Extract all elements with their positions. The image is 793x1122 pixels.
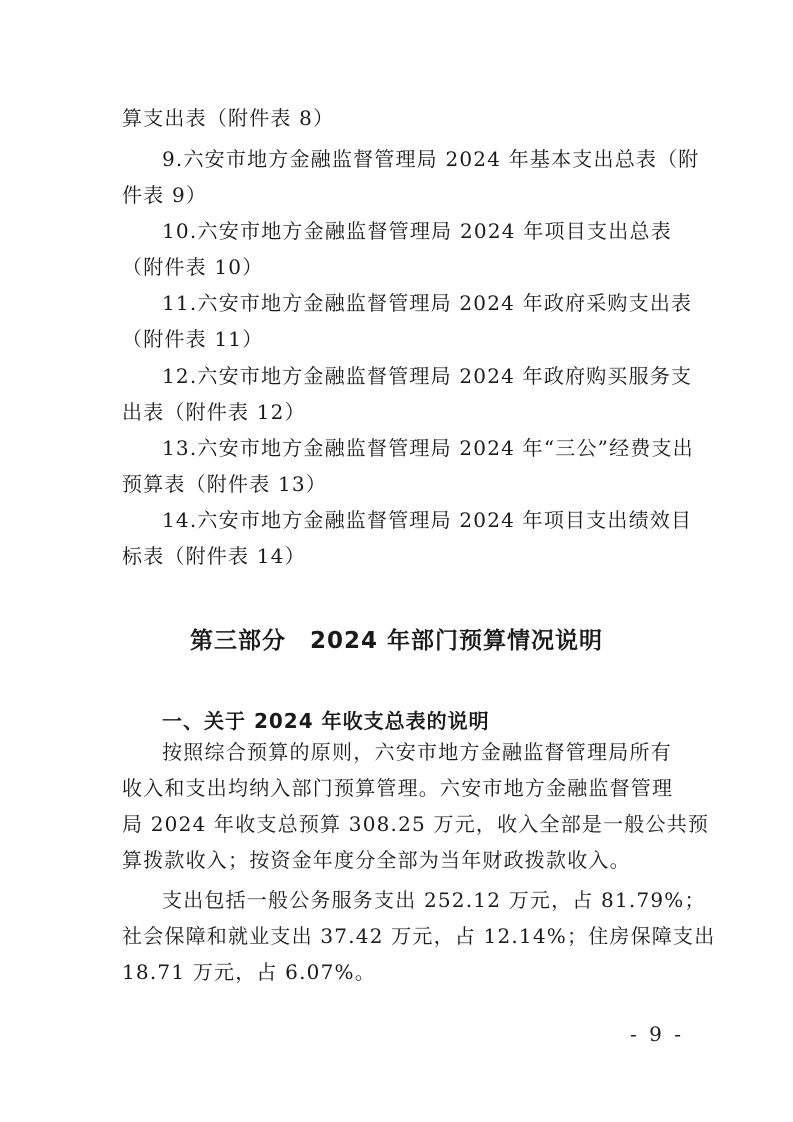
paragraph2-line1: 支出包括一般公务服务支出 252.12 万元，占 81.79%； [162,888,706,912]
list-item-9-line1: 9.六安市地方金融监督管理局 2024 年基本支出总表（附 [162,147,700,171]
list-item-12-line1: 12.六安市地方金融监督管理局 2024 年政府购买服务支 [162,364,693,388]
list-item-14-line2: 标表（附件表 14） [122,544,306,568]
section-heading: 第三部分 2024 年部门预算情况说明 [189,628,604,654]
list-item-10-line1: 10.六安市地方金融监督管理局 2024 年项目支出总表 [162,219,672,243]
page-number: - 9 - [630,1022,684,1046]
list-item-11-line1: 11.六安市地方金融监督管理局 2024 年政府采购支出表 [162,291,693,315]
list-item-8-continuation: 算支出表（附件表 8） [122,106,335,130]
paragraph2-line3: 18.71 万元，占 6.07%。 [122,960,376,984]
list-item-9-line2: 件表 9） [122,183,208,207]
list-item-12-line2: 出表（附件表 12） [122,400,306,424]
list-item-13-line2: 预算表（附件表 13） [122,472,328,496]
paragraph2-line2: 社会保障和就业支出 37.42 万元，占 12.14%；住房保障支出 [122,924,716,948]
list-item-13-line1: 13.六安市地方金融监督管理局 2024 年“三公”经费支出 [162,436,694,460]
paragraph1-line4: 算拨款收入；按资金年度分全部为当年财政拨款收入。 [122,848,631,872]
subsection-heading: 一、关于 2024 年收支总表的说明 [162,709,490,733]
paragraph1-line1: 按照综合预算的原则，六安市地方金融监督管理局所有 [162,740,672,764]
list-item-11-line2: （附件表 11） [122,327,264,351]
paragraph1-line2: 收入和支出均纳入部门预算管理。六安市地方金融监督管理 [122,776,674,800]
paragraph1-line3: 局 2024 年收支总预算 308.25 万元，收入全部是一般公共预 [122,812,710,836]
list-item-10-line2: （附件表 10） [122,255,264,279]
list-item-14-line1: 14.六安市地方金融监督管理局 2024 年项目支出绩效目 [162,508,693,532]
